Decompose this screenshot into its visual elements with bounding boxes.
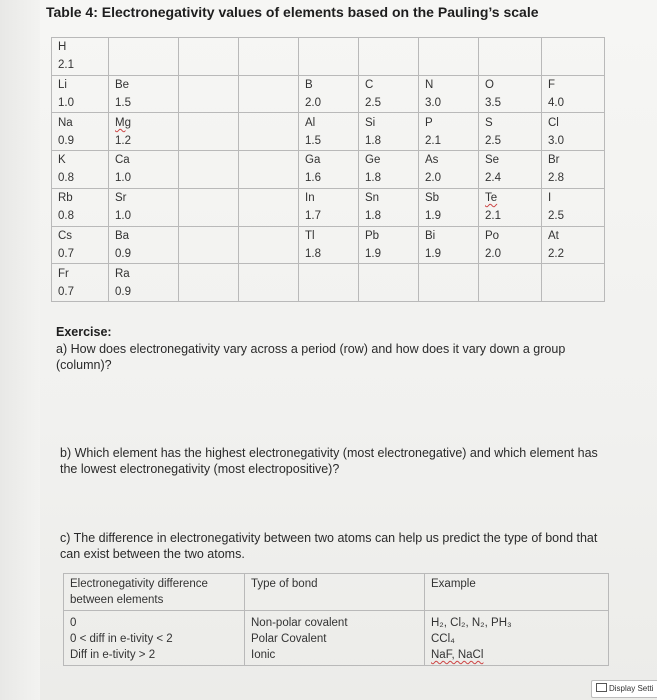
element-cell [542,188,605,226]
element-symbol: Te [485,192,498,205]
element-cell [419,38,479,76]
electronegativity-value [365,283,418,301]
electronegativity-value: 0.9 [115,285,131,298]
element-row [52,75,605,113]
element-symbol: Sr [115,192,127,205]
element-symbol [245,265,298,283]
element-symbol: N [425,79,434,92]
electronegativity-value: 1.0 [115,210,131,223]
element-cell [52,264,109,302]
example-value: CCl₄ [431,633,455,645]
electronegativity-value: 2.2 [548,247,564,260]
element-row [52,226,605,264]
element-cell [419,151,479,189]
element-symbol [185,38,238,56]
electronegativity-value: 1.8 [365,134,381,147]
element-cell [109,38,179,76]
element-cell [109,75,179,113]
electronegativity-value [245,207,298,225]
electronegativity-value [485,283,541,301]
element-cell [359,188,419,226]
element-row [52,113,605,151]
element-symbol [245,76,298,94]
electronegativity-value [305,56,358,74]
electronegativity-value [485,56,541,74]
element-symbol [485,38,541,56]
element-symbol [485,265,541,283]
element-symbol [185,189,238,207]
electronegativity-value: 1.5 [305,134,321,147]
electronegativity-value [245,169,298,187]
element-cell [52,151,109,189]
element-cell [479,38,542,76]
element-row [52,38,605,76]
electronegativity-value [185,207,238,225]
element-row [52,264,605,302]
example-cells [425,611,609,666]
element-symbol [548,265,604,283]
element-cell [239,151,299,189]
element-symbol [245,189,298,207]
electronegativity-value: 0.7 [58,285,74,298]
electronegativity-value: 2.0 [305,97,321,110]
element-cell [109,226,179,264]
element-cell [542,264,605,302]
element-cell [179,38,239,76]
electronegativity-value: 1.9 [365,247,381,260]
electronegativity-value: 1.8 [365,172,381,185]
electronegativity-value: 2.1 [58,59,74,72]
element-cell [419,226,479,264]
bond-table-header-row [64,574,609,611]
electronegativity-value: 2.0 [485,247,501,260]
element-cell [479,75,542,113]
electronegativity-value: 2.5 [365,97,381,110]
element-cell [179,75,239,113]
element-symbol: Cs [58,229,73,242]
element-cell [52,38,109,76]
element-cell [179,113,239,151]
page-edge-shadow [0,0,40,700]
element-cell [479,188,542,226]
electronegativity-value: 3.0 [548,134,564,147]
element-symbol: In [305,192,315,205]
electronegativity-value: 4.0 [548,97,564,110]
electronegativity-value [548,56,604,74]
element-symbol [245,38,298,56]
electronegativity-value: 0.8 [58,172,74,185]
electronegativity-value [245,132,298,150]
element-symbol: Se [485,154,500,167]
header-en-difference: Electronegativity difference between elements [64,574,245,611]
table-title: Table 4: Electronegativity values of elements based on the Pauling’s scale [46,4,539,20]
electronegativity-value: 2.5 [548,210,564,223]
element-symbol: Ge [365,154,381,167]
electronegativity-value [185,94,238,112]
electronegativity-value: 0.7 [58,247,74,260]
element-symbol: Ba [115,229,130,242]
element-cell [109,264,179,302]
element-symbol: Al [305,116,316,129]
element-cell [419,264,479,302]
element-symbol: I [548,192,552,205]
element-symbol: Si [365,116,376,129]
element-cell [299,113,359,151]
element-symbol: Br [548,154,560,167]
electronegativity-value: 1.6 [305,172,321,185]
element-symbol [425,38,478,56]
element-symbol: C [365,79,374,92]
electronegativity-value [305,283,358,301]
electronegativity-value [245,245,298,263]
element-cell [52,188,109,226]
element-cell [179,226,239,264]
element-symbol: Li [58,79,67,92]
element-symbol: Ra [115,267,130,280]
element-cell [239,264,299,302]
element-cell [299,151,359,189]
display-settings-label: Display Setti [609,684,654,693]
element-cell [359,151,419,189]
electronegativity-value [245,94,298,112]
element-cell [179,188,239,226]
element-cell [109,151,179,189]
element-symbol [185,76,238,94]
display-settings-button[interactable] [591,680,657,698]
element-cell [359,75,419,113]
element-symbol: Ca [115,154,130,167]
element-symbol: Mg [115,116,131,129]
element-cell [542,226,605,264]
element-symbol: Na [58,116,73,129]
element-symbol [185,114,238,132]
electronegativity-value [185,245,238,263]
electronegativity-value: 0.9 [115,247,131,260]
element-symbol: O [485,79,494,92]
electronegativity-value: 0.8 [58,210,74,223]
en-difference-cells [64,611,245,666]
bond-type-value: Non-polar covalent [251,617,348,629]
electronegativity-value: 2.4 [485,172,501,185]
element-cell [419,113,479,151]
element-cell [239,226,299,264]
electronegativity-value [185,169,238,187]
element-cell [419,75,479,113]
element-cell [239,113,299,151]
question-a: a) How does electronegativity vary across a period (row) and how does it vary down a group (column)? [56,342,566,372]
example-value: H₂, Cl₂, N₂, PH₃ [431,617,512,629]
example-value: NaF, NaCl [431,649,484,661]
element-cell [479,113,542,151]
element-symbol: Po [485,229,500,242]
electronegativity-value: 0.9 [58,134,74,147]
element-symbol: Rb [58,192,73,205]
header-bond-type: Type of bond [245,574,425,611]
element-cell [299,75,359,113]
en-difference-value: 0 [70,617,77,629]
element-symbol: Pb [365,229,380,242]
electronegativity-value [425,283,478,301]
element-cell [359,226,419,264]
element-cell [52,226,109,264]
bond-type-value: Ionic [251,649,276,661]
monitor-icon [596,683,607,692]
bond-type-cells [245,611,425,666]
element-symbol: Ga [305,154,321,167]
element-symbol: F [548,79,556,92]
electronegativity-value: 3.5 [485,97,501,110]
electronegativity-value: 1.8 [305,247,321,260]
electronegativity-value [115,56,178,74]
element-cell [479,226,542,264]
element-symbol: Bi [425,229,436,242]
electronegativity-value [185,132,238,150]
question-b: b) Which element has the highest electronegativity (most electronegative) and which element has the lowest electronegativity (most electropositive)? [60,446,598,476]
element-symbol [115,38,178,56]
element-cell [179,264,239,302]
element-cell [299,188,359,226]
element-symbol: S [485,116,493,129]
element-cell [109,113,179,151]
element-symbol [305,38,358,56]
element-symbol [245,227,298,245]
element-cell [52,113,109,151]
element-symbol [185,265,238,283]
electronegativity-value [425,56,478,74]
electronegativity-value: 1.7 [305,210,321,223]
element-cell [299,226,359,264]
electronegativity-value [185,56,238,74]
element-symbol: Fr [58,267,69,280]
element-cell [52,75,109,113]
bond-type-value: Polar Covalent [251,633,327,645]
electronegativity-value: 2.1 [485,210,501,223]
element-symbol [425,265,478,283]
element-symbol [548,38,604,56]
bond-type-table [63,573,609,666]
element-symbol [245,114,298,132]
element-cell [542,75,605,113]
element-symbol: K [58,154,66,167]
element-cell [359,113,419,151]
element-symbol [365,38,418,56]
electronegativity-value: 2.1 [425,134,441,147]
electronegativity-value [365,56,418,74]
electronegativity-value: 1.5 [115,97,131,110]
element-cell [239,75,299,113]
element-symbol: At [548,229,559,242]
element-symbol: Sn [365,192,380,205]
element-cell [299,264,359,302]
electronegativity-value: 1.0 [115,172,131,185]
element-symbol: Sb [425,192,440,205]
element-symbol: Cl [548,116,559,129]
element-cell [179,151,239,189]
electronegativity-value [245,56,298,74]
element-cell [479,151,542,189]
element-symbol: P [425,116,433,129]
en-difference-value [70,647,238,663]
element-cell [239,188,299,226]
header-example: Example [425,574,609,611]
element-symbol [305,265,358,283]
element-cell [359,264,419,302]
question-c: c) The difference in electronegativity between two atoms can help us predict the type of bond that can exist between the two atoms. [60,531,598,561]
electronegativity-table [51,37,605,302]
electronegativity-value [548,283,604,301]
element-symbol [245,151,298,169]
element-cell [299,38,359,76]
element-cell [542,113,605,151]
element-symbol: H [58,41,67,54]
electronegativity-value: 3.0 [425,97,441,110]
element-row [52,151,605,189]
element-cell [479,264,542,302]
bond-table-data-row [64,611,609,666]
en-difference-text: Diff in e-tivity > 2 [70,649,156,661]
element-cell [542,38,605,76]
element-symbol [185,151,238,169]
element-cell [109,188,179,226]
electronegativity-value: 1.0 [58,97,74,110]
electronegativity-value: 2.5 [485,134,501,147]
electronegativity-value: 1.8 [365,210,381,223]
element-symbol: As [425,154,439,167]
element-symbol [185,227,238,245]
exercise-heading: Exercise: [56,325,112,339]
element-cell [419,188,479,226]
element-symbol: B [305,79,313,92]
element-symbol [365,265,418,283]
element-cell [542,151,605,189]
element-cell [239,38,299,76]
electronegativity-value: 1.9 [425,210,441,223]
element-row [52,188,605,226]
element-symbol: Tl [305,229,315,242]
electronegativity-value [185,283,238,301]
electronegativity-value: 2.8 [548,172,564,185]
en-difference-value: 0 < diff in e-tivity < 2 [70,633,173,645]
element-cell [359,38,419,76]
electronegativity-value [245,283,298,301]
electronegativity-value: 2.0 [425,172,441,185]
electronegativity-value: 1.9 [425,247,441,260]
electronegativity-value: 1.2 [115,134,131,147]
element-symbol: Be [115,79,130,92]
